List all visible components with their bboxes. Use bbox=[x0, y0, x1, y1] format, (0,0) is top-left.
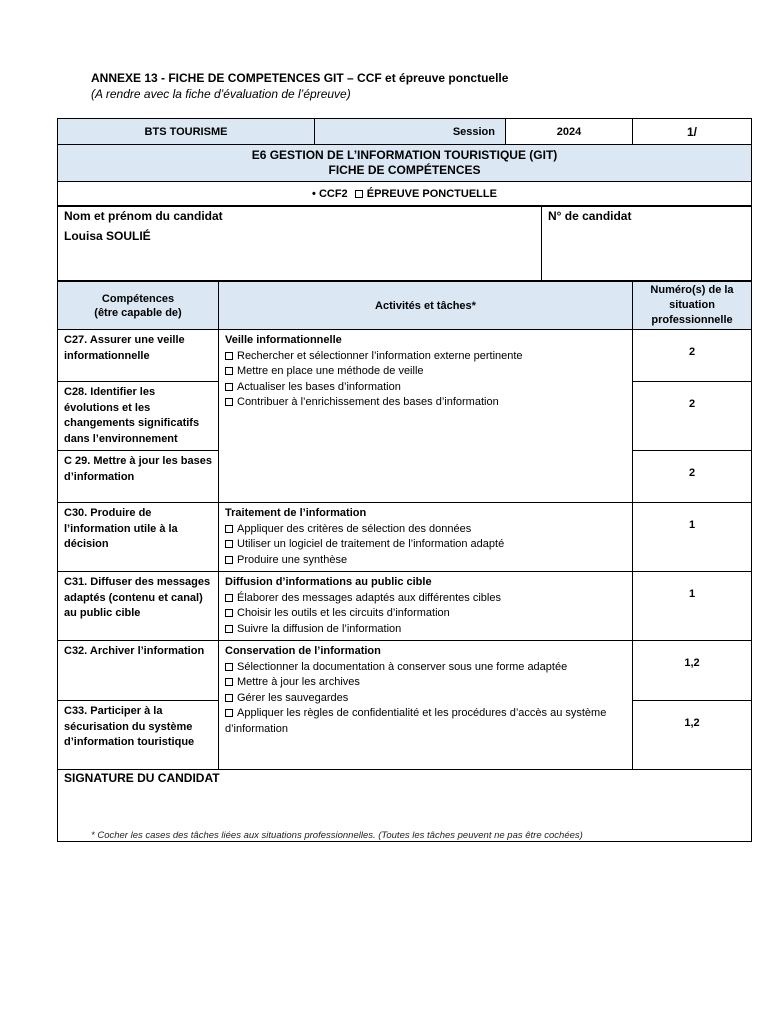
task-label: Appliquer les règles de confidentialité et les procédures d’accès au système d’information bbox=[225, 707, 607, 735]
footnote: * Cocher les cases des tâches liées aux situations professionnelles. (Toutes les tâches peuvent ne pas être cochées) bbox=[91, 830, 583, 841]
task-label: Utiliser un logiciel de traitement de l’information adapté bbox=[237, 538, 505, 550]
task-item[interactable] bbox=[225, 660, 626, 676]
header-competences-label: Compétences bbox=[101, 292, 175, 305]
task-label: Mettre à jour les archives bbox=[237, 676, 360, 688]
task-item[interactable] bbox=[225, 622, 626, 638]
ponctuelle-option: ÉPREUVE PONCTUELLE bbox=[366, 187, 497, 200]
numero-c33: 1,2 bbox=[633, 701, 752, 770]
task-checkbox[interactable] bbox=[225, 709, 233, 717]
task-item[interactable] bbox=[225, 553, 626, 569]
task-item[interactable] bbox=[225, 395, 626, 411]
header-activites: Activités et tâches* bbox=[219, 282, 633, 330]
task-checkbox[interactable] bbox=[225, 556, 233, 564]
signature-label: SIGNATURE DU CANDIDAT bbox=[64, 771, 220, 785]
competence-c30: C30. Produire de l’information utile à la décision bbox=[58, 503, 219, 572]
numero-c27: 2 bbox=[633, 330, 752, 382]
activity-veille bbox=[219, 330, 633, 503]
document-subtitle: (A rendre avec la fiche d’évaluation de l’épreuve) bbox=[91, 87, 351, 101]
task-label: Suivre la diffusion de l’information bbox=[237, 622, 402, 635]
task-label: Appliquer des critères de sélection des données bbox=[237, 522, 472, 535]
activity-diffusion bbox=[219, 572, 633, 641]
task-checkbox[interactable] bbox=[225, 678, 233, 686]
task-checkbox[interactable] bbox=[225, 594, 233, 602]
task-item[interactable] bbox=[225, 706, 626, 737]
competence-c32: C32. Archiver l’information bbox=[58, 641, 219, 701]
competence-c33: C33. Participer à la sécurisation du système d’information touristique bbox=[58, 701, 219, 770]
task-label: Actualiser les bases d’information bbox=[237, 380, 401, 393]
task-label: Gérer les sauvegardes bbox=[237, 691, 349, 704]
candidate-table bbox=[57, 206, 752, 281]
task-label: Élaborer des messages adaptés aux différentes cibles bbox=[237, 591, 501, 604]
header-competences bbox=[58, 282, 219, 330]
task-checkbox[interactable] bbox=[225, 609, 233, 617]
task-checkbox[interactable] bbox=[225, 540, 233, 548]
task-checkbox[interactable] bbox=[225, 694, 233, 702]
session-year: 2024 bbox=[506, 119, 633, 145]
candidate-name-cell[interactable] bbox=[58, 207, 542, 281]
competence-c31: C31. Diffuser des messages adaptés (contenu et canal) au public cible bbox=[58, 572, 219, 641]
candidate-number-cell[interactable] bbox=[542, 207, 752, 281]
header-competences-sub: (être capable de) bbox=[94, 306, 182, 319]
candidate-name-label: Nom et prénom du candidat bbox=[64, 209, 223, 223]
task-checkbox[interactable] bbox=[225, 367, 233, 375]
info-table bbox=[57, 118, 752, 206]
task-label: Produire une synthèse bbox=[237, 553, 348, 566]
header-numero bbox=[633, 282, 752, 330]
header-numero-l3: professionnelle bbox=[651, 314, 733, 326]
task-label: Mettre en place une méthode de veille bbox=[237, 365, 424, 377]
task-item[interactable] bbox=[225, 380, 626, 396]
task-label: Rechercher et sélectionner l’information externe pertinente bbox=[237, 349, 523, 362]
task-item[interactable] bbox=[225, 537, 626, 553]
epreuve-line-2: FICHE DE COMPÉTENCES bbox=[328, 163, 481, 177]
candidate-number-label: N° de candidat bbox=[548, 209, 632, 223]
activity-title: Traitement de l’information bbox=[225, 507, 367, 519]
task-item[interactable] bbox=[225, 591, 626, 607]
numero-c28: 2 bbox=[633, 382, 752, 451]
header-numero-l2: situation bbox=[669, 299, 715, 311]
task-item[interactable] bbox=[225, 349, 626, 365]
session-label: Session bbox=[315, 119, 506, 145]
task-label: Contribuer à l’enrichissement des bases d’information bbox=[237, 396, 499, 408]
task-item[interactable] bbox=[225, 364, 626, 380]
epreuve-type-row bbox=[58, 182, 752, 206]
activity-title: Diffusion d’informations au public cible bbox=[225, 576, 432, 588]
task-checkbox[interactable] bbox=[225, 525, 233, 533]
task-checkbox[interactable] bbox=[225, 663, 233, 671]
activity-title: Conservation de l’information bbox=[225, 645, 381, 657]
numero-c32: 1,2 bbox=[633, 641, 752, 701]
numero-c29: 2 bbox=[633, 451, 752, 503]
numero-c30: 1 bbox=[633, 503, 752, 572]
task-checkbox[interactable] bbox=[225, 625, 233, 633]
epreuve-title bbox=[58, 145, 752, 182]
competence-c29: C 29. Mettre à jour les bases d’information bbox=[58, 451, 219, 503]
task-item[interactable] bbox=[225, 675, 626, 691]
candidate-name-value: Louisa SOULIÉ bbox=[64, 229, 151, 243]
numero-c31: 1 bbox=[633, 572, 752, 641]
activity-conservation bbox=[219, 641, 633, 770]
task-checkbox[interactable] bbox=[225, 398, 233, 406]
document-header bbox=[91, 70, 731, 102]
competence-c28: C28. Identifier les évolutions et les changements significatifs dans l’environnement bbox=[58, 382, 219, 451]
task-item[interactable] bbox=[225, 691, 626, 707]
task-label: Choisir les outils et les circuits d’information bbox=[237, 607, 450, 619]
page-number: 1/ bbox=[633, 119, 752, 145]
competence-c27: C27. Assurer une veille informationnelle bbox=[58, 330, 219, 382]
epreuve-line-1: E6 GESTION DE L’INFORMATION TOURISTIQUE (GIT) bbox=[251, 148, 558, 162]
task-checkbox[interactable] bbox=[225, 352, 233, 360]
competences-table bbox=[57, 281, 752, 842]
task-label: Sélectionner la documentation à conserver sous une forme adaptée bbox=[237, 660, 568, 673]
header-numero-l1: Numéro(s) de la bbox=[650, 284, 734, 296]
task-item[interactable] bbox=[225, 522, 626, 538]
task-checkbox[interactable] bbox=[225, 383, 233, 391]
ccf-option: • CCF2 bbox=[312, 187, 348, 200]
document-title: ANNEXE 13 - FICHE DE COMPETENCES GIT – CCF et épreuve ponctuelle bbox=[91, 71, 509, 85]
ponctuelle-checkbox[interactable] bbox=[355, 190, 363, 198]
activity-traitement bbox=[219, 503, 633, 572]
bts-label: BTS TOURISME bbox=[58, 119, 315, 145]
task-item[interactable] bbox=[225, 606, 626, 622]
activity-title: Veille informationnelle bbox=[225, 334, 342, 346]
